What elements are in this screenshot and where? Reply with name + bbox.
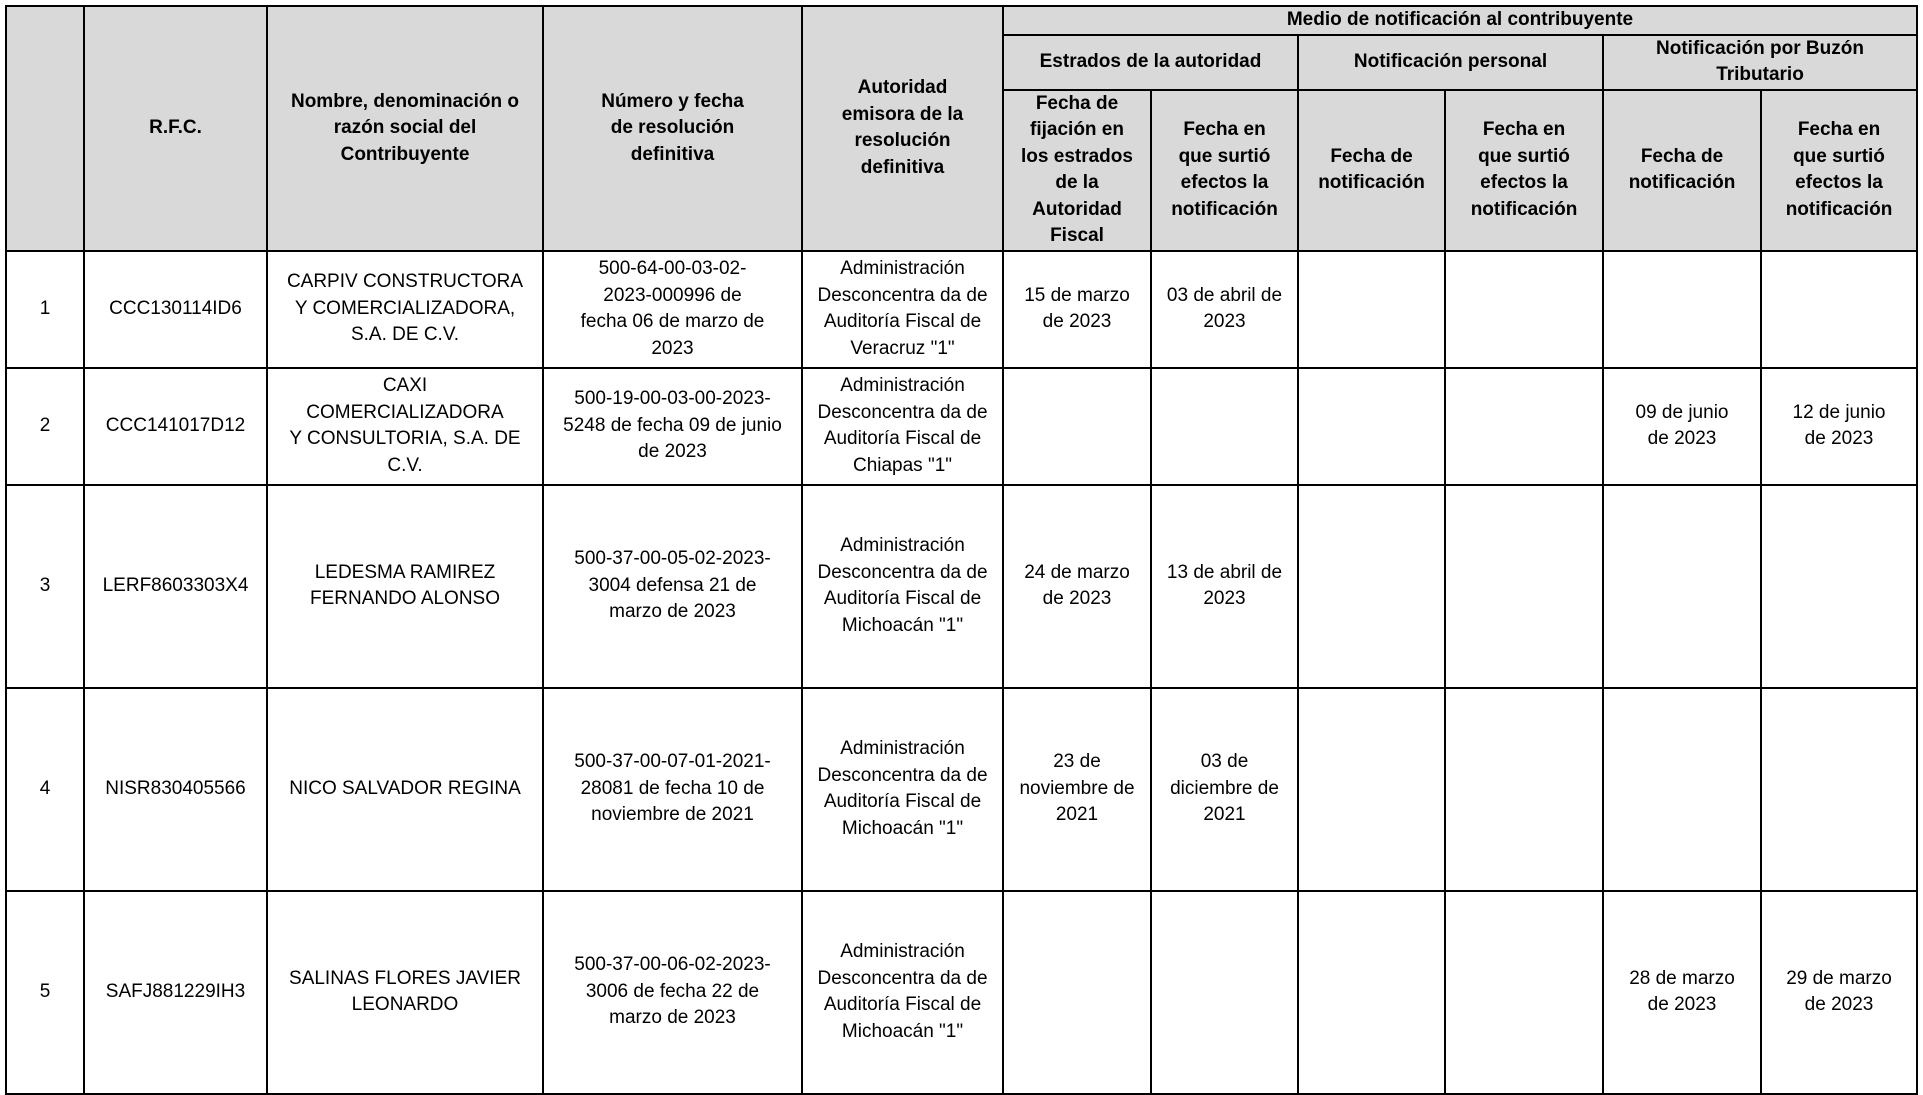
cell-name: LEDESMA RAMIREZ FERNANDO ALONSO (267, 485, 543, 688)
cell-rfc: LERF8603303X4 (84, 485, 267, 688)
header-authority: Autoridad emisora de la resolución definitiva (802, 6, 1003, 251)
table-row (6, 251, 1917, 368)
cell-personal-notificacion (1298, 891, 1445, 1094)
cell-name: SALINAS FLORES JAVIER LEONARDO (267, 891, 543, 1094)
cell-estrados-surtio (1151, 891, 1298, 1094)
cell-estrados-surtio: 13 de abril de 2023 (1151, 485, 1298, 688)
cell-buzon-notificacion: 28 de marzo de 2023 (1603, 891, 1761, 1094)
table-row (6, 891, 1917, 1094)
header-buzon-fecha-surtio: Fecha en que surtió efectos la notificación (1761, 90, 1917, 251)
cell-number: 4 (6, 688, 84, 891)
header-name: Nombre, denominación o razón social del Contribuyente (267, 6, 543, 251)
cell-buzon-notificacion (1603, 251, 1761, 368)
cell-resolution: 500-37-00-06-02-2023- 3006 de fecha 22 de marzo de 2023 (543, 891, 802, 1094)
cell-buzon-surtio: 29 de marzo de 2023 (1761, 891, 1917, 1094)
table-header (6, 6, 1917, 251)
cell-authority: Administración Desconcentra da de Auditoría Fiscal de Chiapas "1" (802, 368, 1003, 485)
cell-number: 2 (6, 368, 84, 485)
header-estrados-fecha-fijacion: Fecha de fijación en los estrados de la Autoridad Fiscal (1003, 90, 1151, 251)
header-resolution: Número y fecha de resolución definitiva (543, 6, 802, 251)
cell-resolution: 500-37-00-07-01-2021- 28081 de fecha 10 de noviembre de 2021 (543, 688, 802, 891)
header-number-column (6, 6, 84, 251)
header-medio-notificacion: Medio de notificación al contribuyente (1003, 6, 1917, 35)
table-row (6, 368, 1917, 485)
cell-number: 5 (6, 891, 84, 1094)
header-rfc: R.F.C. (84, 6, 267, 251)
cell-personal-notificacion (1298, 368, 1445, 485)
cell-resolution: 500-64-00-03-02- 2023-000996 de fecha 06 de marzo de 2023 (543, 251, 802, 368)
cell-personal-notificacion (1298, 688, 1445, 891)
cell-estrados-fijacion: 24 de marzo de 2023 (1003, 485, 1151, 688)
cell-personal-surtio (1445, 485, 1603, 688)
cell-authority: Administración Desconcentra da de Auditoría Fiscal de Veracruz "1" (802, 251, 1003, 368)
cell-rfc: NISR830405566 (84, 688, 267, 891)
cell-name: NICO SALVADOR REGINA (267, 688, 543, 891)
cell-personal-surtio (1445, 891, 1603, 1094)
header-estrados: Estrados de la autoridad (1003, 35, 1298, 90)
cell-authority: Administración Desconcentra da de Auditoría Fiscal de Michoacán "1" (802, 891, 1003, 1094)
cell-buzon-notificacion (1603, 485, 1761, 688)
cell-buzon-notificacion: 09 de junio de 2023 (1603, 368, 1761, 485)
cell-buzon-surtio (1761, 251, 1917, 368)
header-personal-fecha-surtio: Fecha en que surtió efectos la notificación (1445, 90, 1603, 251)
notification-table (5, 5, 1918, 1095)
header-personal-fecha-notificacion: Fecha de notificación (1298, 90, 1445, 251)
cell-authority: Administración Desconcentra da de Auditoría Fiscal de Michoacán "1" (802, 485, 1003, 688)
header-buzon: Notificación por Buzón Tributario (1603, 35, 1917, 90)
cell-personal-notificacion (1298, 485, 1445, 688)
cell-personal-notificacion (1298, 251, 1445, 368)
cell-personal-surtio (1445, 251, 1603, 368)
cell-authority: Administración Desconcentra da de Auditoría Fiscal de Michoacán "1" (802, 688, 1003, 891)
cell-rfc: CCC130114ID6 (84, 251, 267, 368)
cell-number: 3 (6, 485, 84, 688)
cell-name: CARPIV CONSTRUCTORA Y COMERCIALIZADORA, S.A. DE C.V. (267, 251, 543, 368)
cell-estrados-surtio (1151, 368, 1298, 485)
cell-estrados-surtio: 03 de diciembre de 2021 (1151, 688, 1298, 891)
cell-buzon-surtio: 12 de junio de 2023 (1761, 368, 1917, 485)
header-personal: Notificación personal (1298, 35, 1603, 90)
cell-rfc: CCC141017D12 (84, 368, 267, 485)
cell-number: 1 (6, 251, 84, 368)
cell-name: CAXI COMERCIALIZADORA Y CONSULTORIA, S.A. DE C.V. (267, 368, 543, 485)
cell-personal-surtio (1445, 688, 1603, 891)
header-buzon-fecha-notificacion: Fecha de notificación (1603, 90, 1761, 251)
cell-estrados-fijacion (1003, 368, 1151, 485)
cell-estrados-fijacion (1003, 891, 1151, 1094)
header-estrados-fecha-surtio: Fecha en que surtió efectos la notificación (1151, 90, 1298, 251)
cell-estrados-surtio: 03 de abril de 2023 (1151, 251, 1298, 368)
cell-estrados-fijacion: 15 de marzo de 2023 (1003, 251, 1151, 368)
cell-resolution: 500-37-00-05-02-2023- 3004 defensa 21 de marzo de 2023 (543, 485, 802, 688)
cell-rfc: SAFJ881229IH3 (84, 891, 267, 1094)
cell-buzon-surtio (1761, 485, 1917, 688)
table-body (6, 251, 1917, 1094)
table-row (6, 688, 1917, 891)
cell-resolution: 500-19-00-03-00-2023- 5248 de fecha 09 de junio de 2023 (543, 368, 802, 485)
cell-buzon-surtio (1761, 688, 1917, 891)
cell-personal-surtio (1445, 368, 1603, 485)
table-row (6, 485, 1917, 688)
cell-estrados-fijacion: 23 de noviembre de 2021 (1003, 688, 1151, 891)
cell-buzon-notificacion (1603, 688, 1761, 891)
